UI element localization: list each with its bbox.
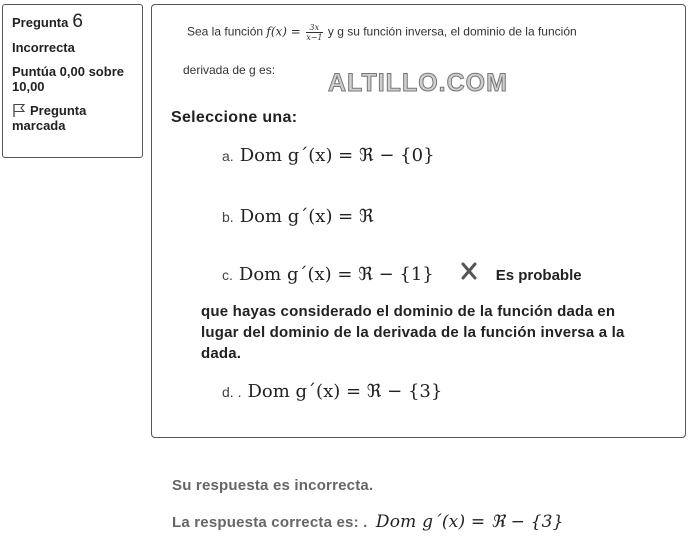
question-grade: Puntúa 0,00 sobre 10,00	[12, 64, 124, 94]
question-text-line2: derivada de g es:	[183, 63, 276, 77]
option-letter: d. .	[222, 384, 242, 400]
correct-formula-text: Dom g´(x) = ℜ − {3}	[375, 512, 564, 532]
feedback-inline: Es probable	[495, 267, 582, 284]
option-formula: Dom g´(x) = ℜ − {3}	[247, 381, 443, 402]
option-formula: Dom g´(x) = ℜ − {1}	[238, 264, 434, 285]
option-formula: Dom g´(x) = ℜ	[239, 206, 374, 227]
correct-answer	[172, 512, 564, 532]
option-letter: a.	[222, 148, 234, 164]
question-number	[12, 11, 133, 32]
result-status: Su respuesta es incorrecta.	[172, 477, 374, 494]
question-content	[151, 4, 686, 438]
answer-option-c[interactable]	[222, 262, 582, 285]
watermark: ALTILLO.COM	[328, 69, 508, 97]
option-feedback: que hayas considerado el dominio de la función dada en lugar del dominio de la derivada de la función inversa a la dada.	[201, 303, 625, 362]
flag-icon	[12, 103, 26, 117]
option-letter: b.	[222, 209, 234, 225]
correct-answer-label: La respuesta correcta es: .	[172, 514, 368, 531]
question-text-prefix: Sea la función	[187, 24, 264, 39]
question-label: Pregunta	[12, 15, 69, 30]
answer-option-a[interactable]	[222, 145, 435, 166]
flag-label: Pregunta marcada	[12, 103, 87, 133]
question-state: Incorrecta	[12, 40, 75, 55]
fraction-numerator: 3x	[306, 23, 322, 33]
option-formula: Dom g´(x) = ℜ − {0}	[239, 145, 435, 166]
question-info-panel	[2, 4, 143, 158]
correct-answer-formula	[376, 512, 564, 532]
answer-option-b[interactable]	[222, 206, 374, 227]
fraction-denominator: x−1	[306, 33, 323, 42]
answer-option-d[interactable]	[222, 381, 442, 402]
question-number-value: 6	[72, 11, 83, 32]
question-text-suffix: y g su función inversa, el dominio de la función	[327, 24, 577, 39]
question-fraction	[306, 23, 322, 42]
select-prompt: Seleccione una:	[171, 109, 298, 126]
cross-icon	[460, 262, 478, 280]
question-text-line1	[187, 23, 577, 42]
flag-question-link[interactable]	[12, 103, 133, 133]
question-fx: f(x) =	[266, 24, 301, 39]
option-letter: c.	[222, 267, 233, 283]
